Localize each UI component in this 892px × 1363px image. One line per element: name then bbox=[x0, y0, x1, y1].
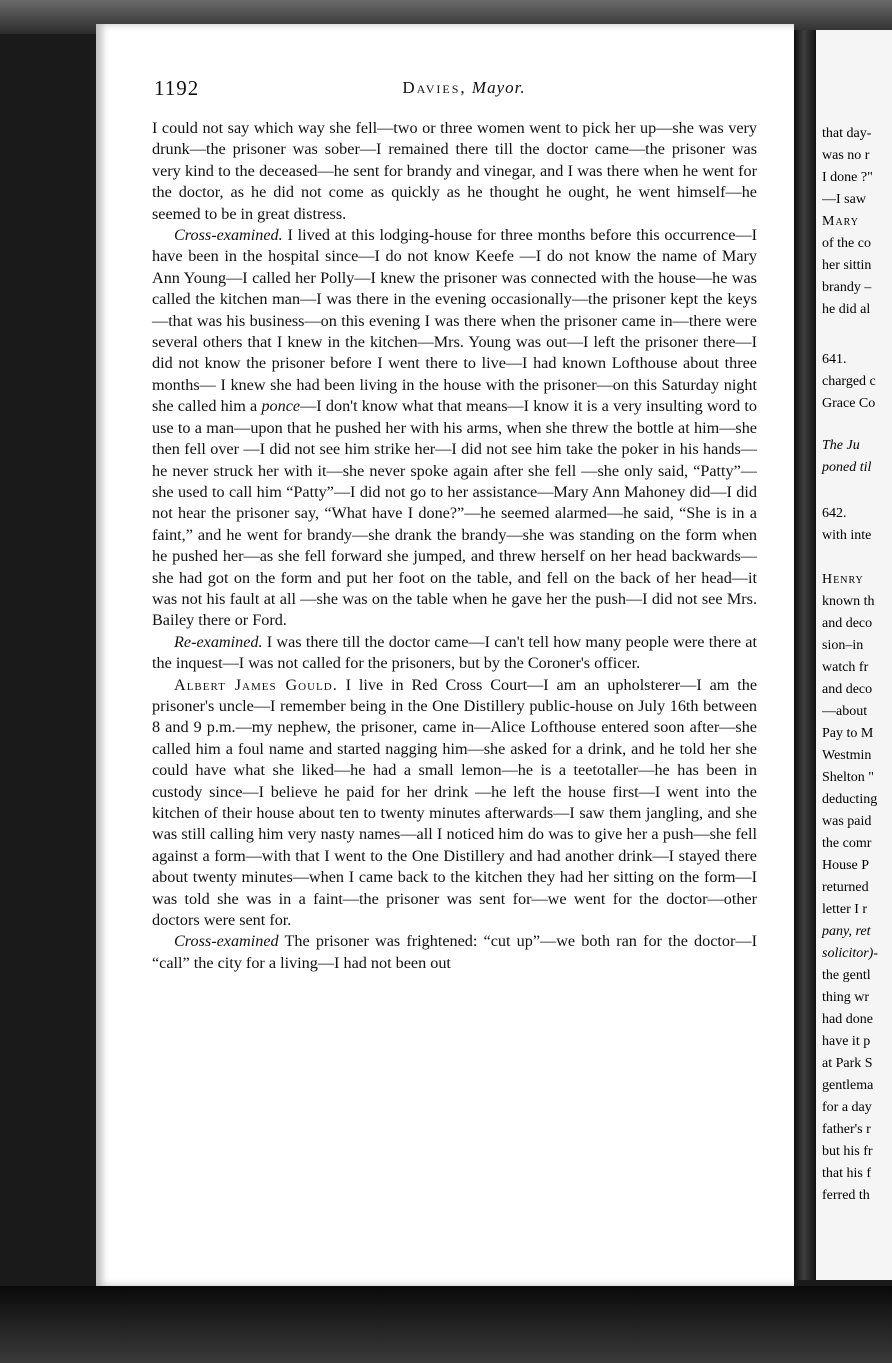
facing-line: letter I r bbox=[822, 902, 868, 917]
facing-line: ferred th bbox=[822, 1188, 870, 1203]
facing-line: returned bbox=[822, 880, 869, 895]
facing-line: had done bbox=[822, 1012, 873, 1027]
paragraph-lead: Cross-examined bbox=[174, 932, 279, 951]
paragraph-re-examined bbox=[152, 632, 757, 675]
facing-line: I done ?" bbox=[822, 170, 873, 185]
facing-line: House P bbox=[822, 858, 870, 873]
facing-line: with inte bbox=[822, 528, 872, 543]
italic-word: ponce bbox=[261, 397, 301, 416]
page-body bbox=[152, 118, 757, 974]
paragraph-text: I live in Red Cross Court—I am an upholsterer—I am the prisoner's uncle—I remember being in the One Distillery public-house on July 16th between 8 and 9 p.m.—my nephew, the prisoner, came in—Alice Lofthouse entered soon after—she called him a foul name and started nagging him—she asked for a drink, and he told her she could have what she liked—he had a small lemon—he is a teetotaller—he has been in custody since—I believe he paid for her drink —he left the house first—I went into the kitchen of their house about ten to twenty minutes afterwards—I saw them jangling, and she was still calling him very nasty names—all I noticed him do was to give her a push—she fell against a form—with that I went to the One Distillery and had another drink—I stayed there about twenty minutes—when I came back to the kitchen they had her sitting on the form—I was told she was in a faint—the prisoner was sent for—we went for the doctor—other doctors were sent for. bbox=[152, 675, 758, 930]
paragraph-text: I was there till the doctor came—I can't tell how many people were there at the inquest—I was not called for the prisoners, but by the Coroner's officer. bbox=[152, 632, 757, 673]
paragraph-lead: Re-examined. bbox=[174, 632, 263, 651]
paragraph-testimony-continued: I could not say which way she fell—two or three women went to pick her up—she was very drunk—the prisoner was sober—I remained there till the doctor came—the prisoner was very kind to the deceased—he sent for brandy and vinegar, and I was there when he went for the doctor, as he did not come as quickly as he thought he ought, he went himself—he seemed to be in great distress. bbox=[152, 119, 757, 223]
page-number: 1192 bbox=[154, 76, 200, 100]
facing-line: deducting bbox=[822, 792, 878, 807]
facing-line: but his fr bbox=[822, 1144, 873, 1159]
facing-line: and deco bbox=[822, 616, 873, 631]
facing-line: watch fr bbox=[822, 660, 869, 675]
facing-line: known th bbox=[822, 594, 875, 609]
facing-line: Shelton " bbox=[822, 770, 874, 785]
running-head bbox=[154, 78, 774, 98]
paragraph-text-continued: —I don't know what that means—I know it is a very insulting word to use to a man—upon that he pushed her with his arms, when she threw the bottle at him—she then fell over —I did not see him strike her—I did not see him take the poker in his hands—he never struck her with it—she never spoke again after she fell —she only said, “Patty”—she used to call him “Patty”—I did not go to her assistance—Mary Ann Mahoney did—I did not hear the prisoner say, “What have I done?”—he seemed alarmed—he said, “She is in a faint,” and he went for brandy—she drank the brandy—she was standing on the form when he pushed her—as she fell forward she jumped, and threw herself on her head backwards—she had got on the form and put her foot on the table, and fell on the back of her head—it was not his fault at all —she was on the table when he gave her the push—I did not see Mrs. Bailey there or Ford. bbox=[152, 397, 757, 630]
witness-name: Albert James Gould. bbox=[174, 675, 338, 694]
facing-line: —about bbox=[822, 704, 868, 719]
facing-line: at Park S bbox=[822, 1056, 873, 1071]
paragraph-lead: Cross-examined. bbox=[174, 226, 283, 245]
facing-line: that his f bbox=[822, 1166, 871, 1181]
facing-line: —I saw bbox=[822, 192, 866, 207]
facing-line: The Ju bbox=[822, 438, 860, 453]
facing-line: he did al bbox=[822, 302, 871, 317]
facing-line: was paid bbox=[822, 814, 872, 829]
facing-line: father's r bbox=[822, 1122, 871, 1137]
facing-line: and deco bbox=[822, 682, 873, 697]
scan-bottom-edge bbox=[0, 1286, 892, 1363]
paragraph-witness-gould bbox=[152, 675, 757, 932]
facing-line: charged c bbox=[822, 374, 876, 389]
facing-line: Henry bbox=[822, 572, 864, 587]
book-page bbox=[96, 24, 794, 1286]
facing-line: solicitor)- bbox=[822, 946, 878, 961]
facing-line: Mary bbox=[822, 214, 860, 229]
facing-line: the gentl bbox=[822, 968, 871, 983]
facing-line: 642. bbox=[822, 506, 847, 521]
paragraph-cross-examined bbox=[152, 225, 757, 632]
facing-line: Grace Co bbox=[822, 396, 876, 411]
facing-line: was no r bbox=[822, 148, 870, 163]
facing-line: thing wr bbox=[822, 990, 870, 1005]
running-head-name: Davies, bbox=[402, 78, 467, 97]
facing-line: poned til bbox=[822, 460, 872, 475]
facing-line: have it p bbox=[822, 1034, 871, 1049]
facing-line: that day- bbox=[822, 126, 872, 141]
facing-page bbox=[816, 30, 892, 1280]
facing-line: her sittin bbox=[822, 258, 872, 273]
facing-line: 641. bbox=[822, 352, 847, 367]
facing-line: gentlema bbox=[822, 1078, 874, 1093]
facing-line: Westmin bbox=[822, 748, 872, 763]
facing-line: of the co bbox=[822, 236, 871, 251]
facing-line: for a day bbox=[822, 1100, 872, 1115]
paragraph-text: The prisoner was frightened: “cut up”—we both ran for the doctor—I “call” the city for a living—I had not been out bbox=[152, 932, 757, 972]
facing-line: the comr bbox=[822, 836, 872, 851]
facing-line: pany, ret bbox=[822, 924, 871, 939]
facing-line: sion–in bbox=[822, 638, 864, 653]
facing-line: Pay to M bbox=[822, 726, 874, 741]
facing-line: brandy – bbox=[822, 280, 872, 295]
running-head-title: Mayor. bbox=[471, 78, 526, 97]
paragraph-cross-examined-gould bbox=[152, 931, 757, 974]
book-gutter bbox=[794, 30, 816, 1280]
page-header bbox=[154, 76, 774, 104]
paragraph-text: I lived at this lodging-house for three months before this occurrence—I have been in the hospital since—I do not know Keefe —I do not know the name of Mary Ann Young—I called her Polly—I knew the prisoner was connected with the house—he was called the kitchen man—I was there in the evening occasionally—the prisoner kept the keys —that was his business—on this evening I was there when the prisoner came in—there were several others that I knew in the kitchen—Mrs. Young was out—I left the prisoner there—I did not know the prisoner before I went there to live—I had known Lofthouse about three months— I knew she had been living in the house with the prisoner—on this Saturday night she called him a bbox=[152, 226, 757, 416]
